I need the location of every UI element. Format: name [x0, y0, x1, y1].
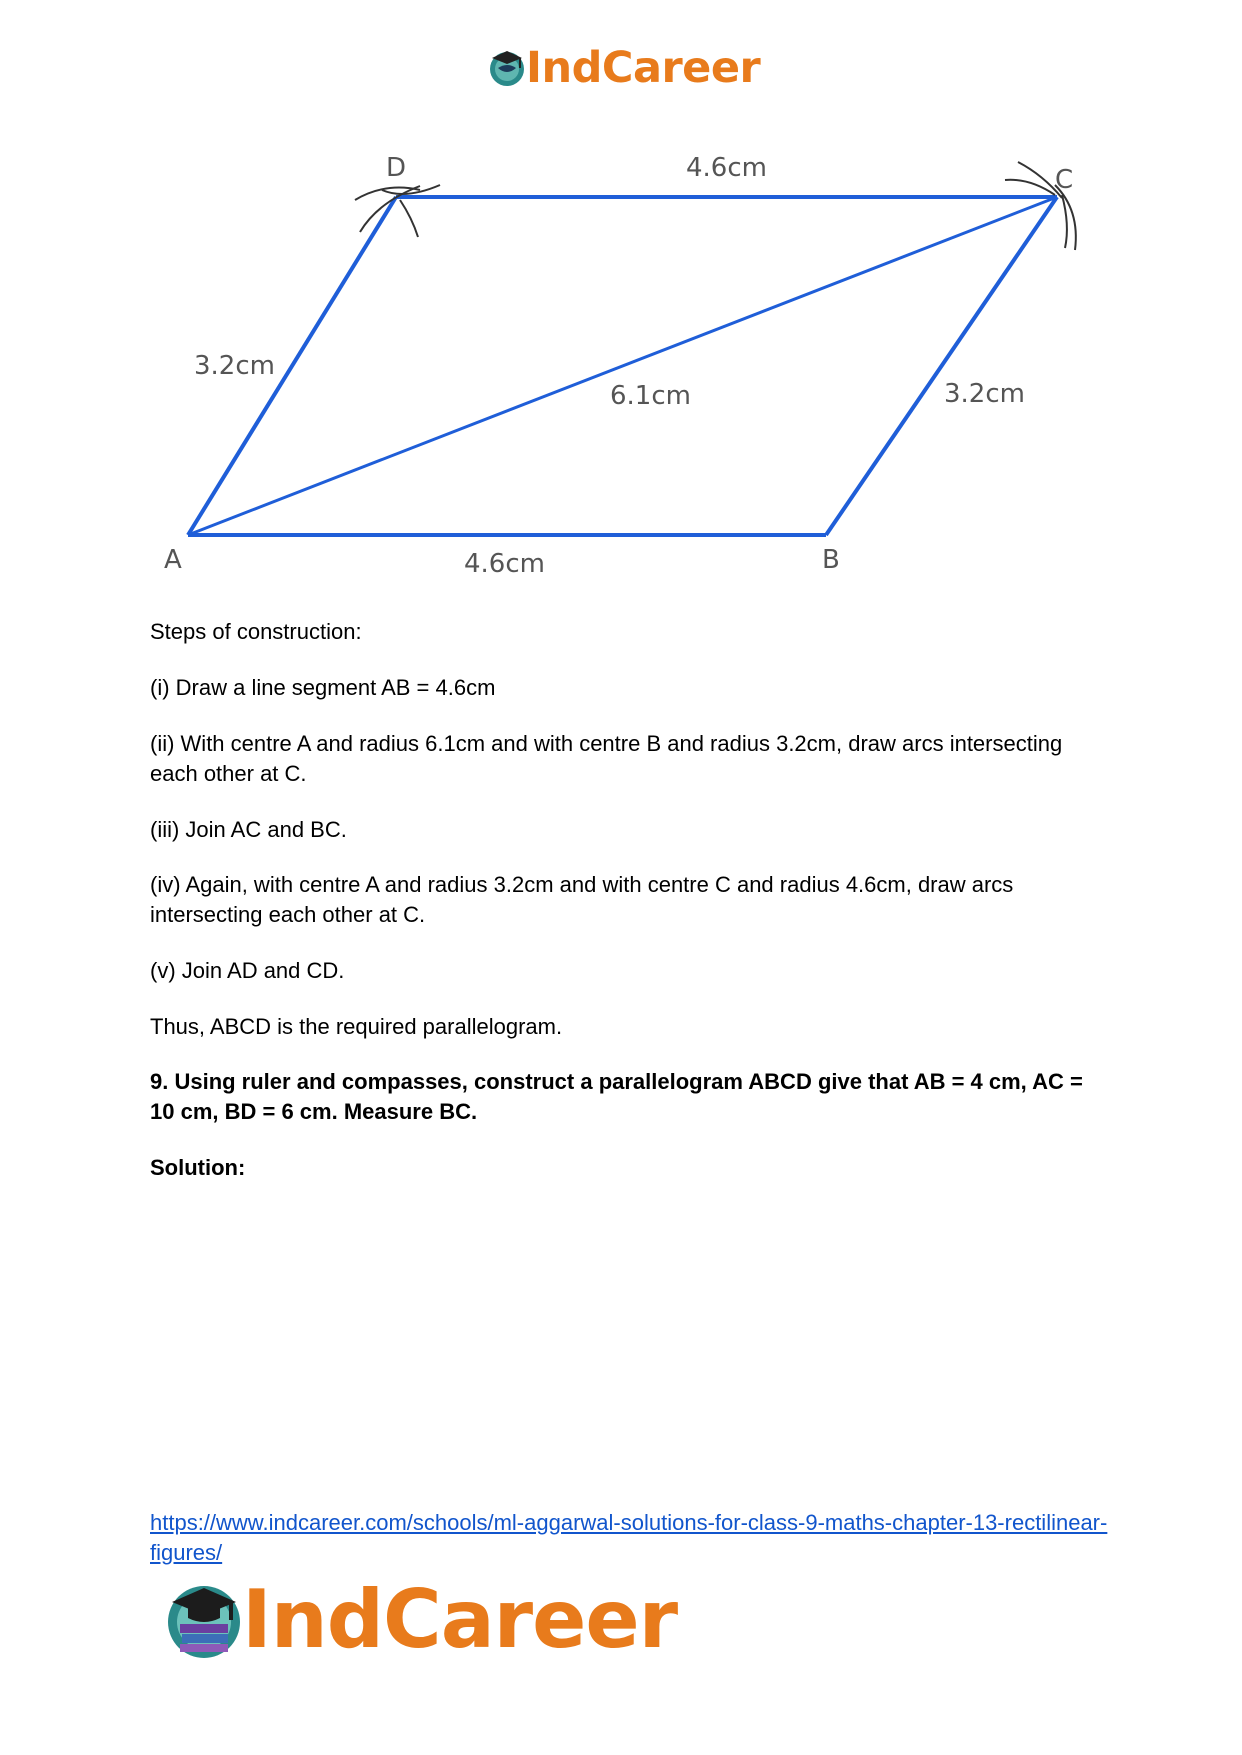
label-ac: 6.1cm	[610, 381, 691, 411]
step-4: (iv) Again, with centre A and radius 3.2cm and with centre C and radius 4.6cm, draw arcs intersecting each other at C.	[150, 872, 1014, 927]
vertex-label-a: A	[164, 545, 182, 575]
label-dc: 4.6cm	[686, 153, 767, 183]
label-ad: 3.2cm	[194, 351, 275, 381]
conclusion: Thus, ABCD is the required parallelogram.	[150, 1014, 563, 1039]
logo-wordmark: IndCareer	[526, 43, 761, 93]
diagonal-ac	[188, 197, 1057, 535]
vertex-label-b: B	[822, 545, 840, 575]
arc-d-4	[400, 200, 418, 237]
label-bc: 3.2cm	[944, 379, 1025, 409]
graduation-books-icon	[162, 1578, 246, 1662]
step-2: (ii) With centre A and radius 6.1cm and with centre B and radius 3.2cm, draw arcs intersecting each other at C.	[150, 731, 1063, 786]
vertex-label-c: C	[1055, 165, 1074, 195]
steps-heading: Steps of construction:	[150, 619, 362, 644]
step-3: (iii) Join AC and BC.	[150, 817, 347, 842]
step-5: (v) Join AD and CD.	[150, 958, 345, 983]
parallelogram-figure	[150, 140, 1110, 580]
arc-c-4	[1062, 195, 1067, 248]
source-link[interactable]: https://www.indcareer.com/schools/ml-aggarwal-solutions-for-class-9-maths-chapter-13-rectilinear-figures/	[150, 1510, 1108, 1565]
footer-logo	[162, 1573, 702, 1668]
solution-label: Solution:	[150, 1155, 246, 1180]
vertex-label-d: D	[386, 153, 407, 183]
graduation-globe-icon	[486, 46, 528, 88]
logo-wordmark: IndCareer	[242, 1573, 678, 1666]
side-bc	[826, 197, 1057, 535]
question-9: 9. Using ruler and compasses, construct a parallelogram ABCD give that AB = 4 cm, AC = 10 cm, BD = 6 cm. Measure BC.	[150, 1069, 1083, 1124]
header-logo	[486, 42, 766, 98]
label-ab: 4.6cm	[464, 549, 545, 579]
step-1: (i) Draw a line segment AB = 4.6cm	[150, 675, 496, 700]
